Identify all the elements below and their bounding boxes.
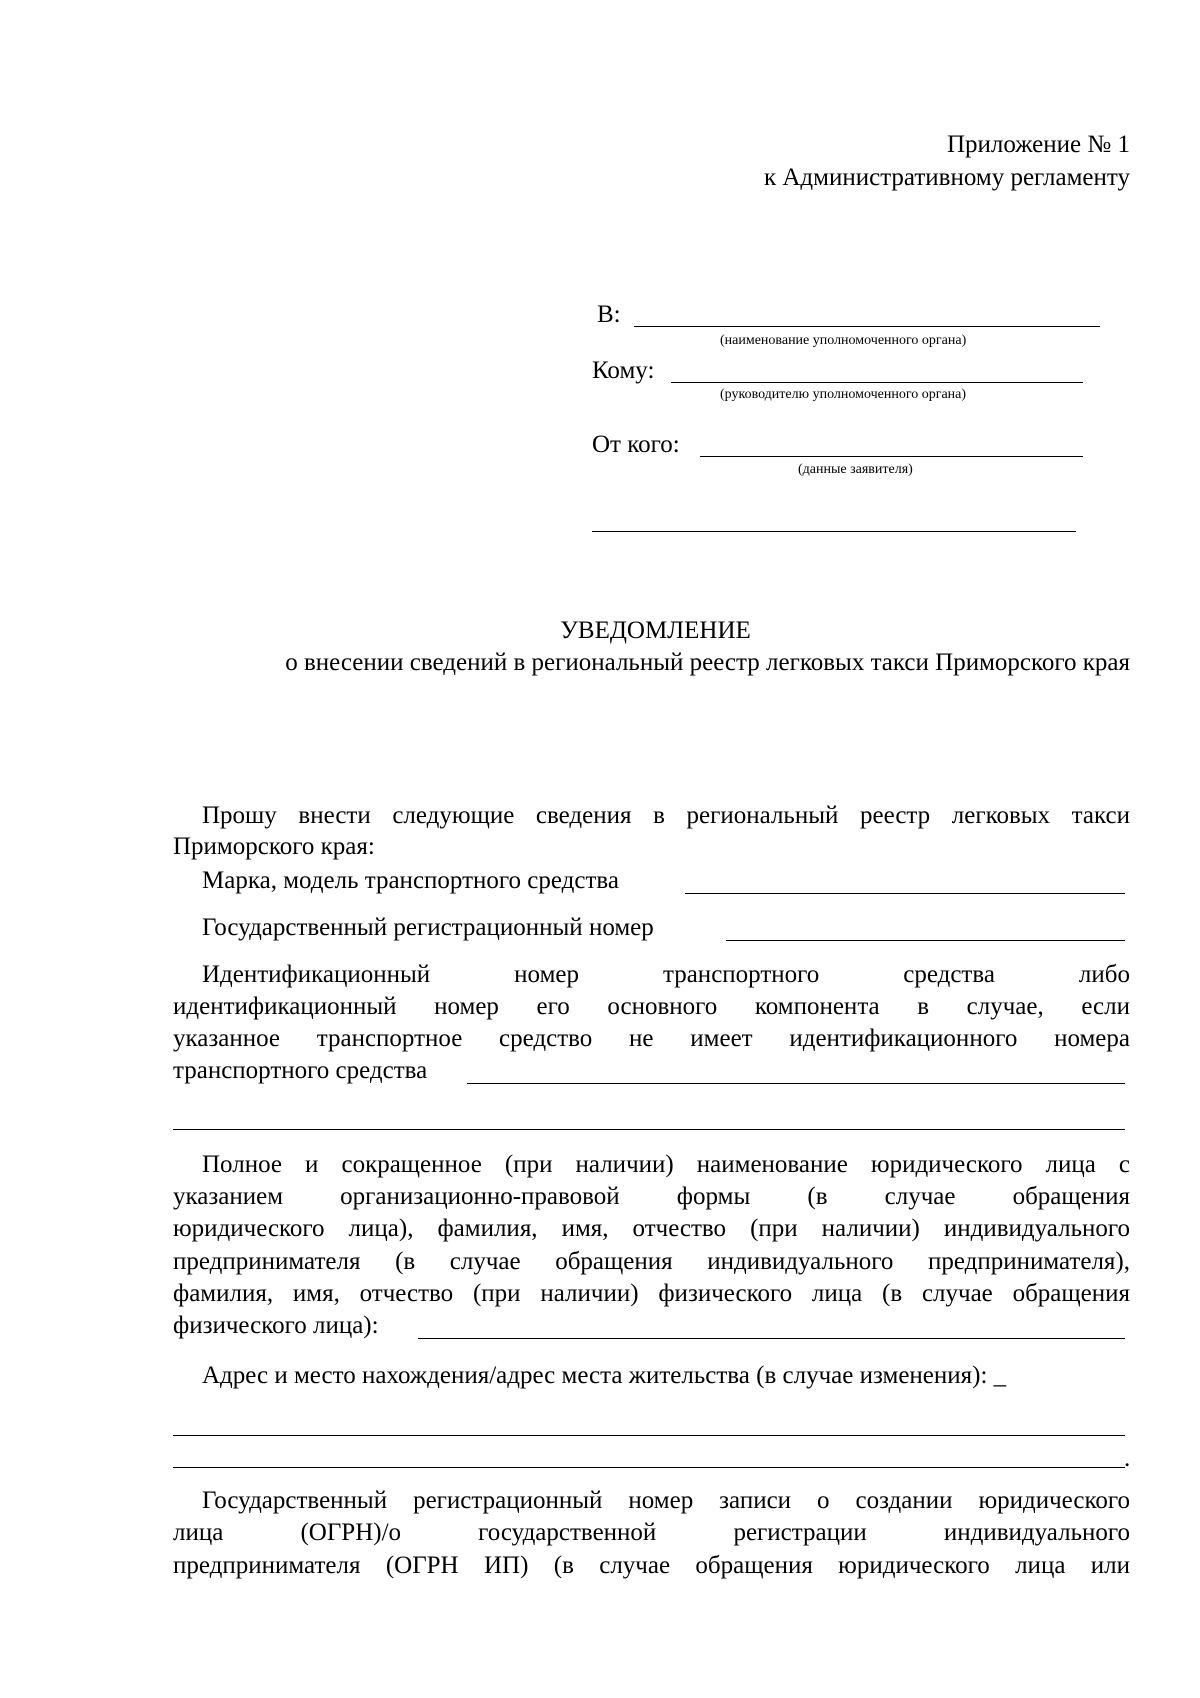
vin-line-2: идентификационный номер его основного компонента в случае, если	[173, 993, 1130, 1020]
name-line-4: предпринимателя (в случае обращения индивидуального предпринимателя),	[173, 1248, 1130, 1275]
vin-line-3: указанное транспортное средство не имеет идентификационного номера	[173, 1025, 1130, 1052]
vin-field[interactable]	[467, 1083, 1125, 1084]
intro-line-2: Приморского края:	[173, 833, 375, 860]
name-line-6: физического лица):	[173, 1312, 379, 1339]
from-hint: (данные заявителя)	[798, 462, 913, 477]
appendix-number: Приложение № 1	[946, 131, 1130, 158]
name-field[interactable]	[418, 1338, 1125, 1339]
document-title: УВЕДОМЛЕНИЕ	[560, 617, 751, 644]
whom-label: Кому:	[592, 357, 655, 384]
whom-hint: (руководителю уполномоченного органа)	[720, 387, 967, 402]
ogrn-line-2: лица (ОГРН)/о государственной регистрации индивидуального	[173, 1519, 1130, 1546]
address-label: Адрес и место нахождения/адрес места жительства (в случае изменения): _	[202, 1362, 1007, 1389]
reg-number-label: Государственный регистрационный номер	[202, 914, 654, 941]
vin-line-1: Идентификационный номер транспортного средства либо	[202, 961, 1130, 988]
from-label: От кого:	[592, 431, 680, 458]
name-line-3: юридического лица), фамилия, имя, отчество (при наличии) индивидуального	[173, 1215, 1130, 1242]
address-end: .	[1124, 1445, 1131, 1472]
address-field-2[interactable]	[173, 1467, 1125, 1468]
name-line-5: фамилия, имя, отчество (при наличии) физического лица (в случае обращения	[173, 1280, 1130, 1307]
make-model-label: Марка, модель транспортного средства	[202, 867, 619, 894]
ogrn-line-1: Государственный регистрационный номер записи о создании юридического	[202, 1487, 1130, 1514]
whom-field[interactable]	[671, 382, 1083, 383]
from-field-extra[interactable]	[592, 531, 1076, 532]
vin-field-extra[interactable]	[173, 1129, 1125, 1130]
name-line-1: Полное и сокращенное (при наличии) наименование юридического лица с	[202, 1151, 1130, 1178]
appendix-reference: к Административному регламенту	[763, 164, 1130, 191]
reg-number-field[interactable]	[726, 940, 1125, 941]
document-subtitle: о внесении сведений в региональный реестр легковых такси Приморского края	[285, 649, 1130, 676]
intro-line-1: Прошу внести следующие сведения в региональный реестр легковых такси	[202, 802, 1130, 829]
to-label: В:	[597, 301, 621, 328]
name-line-2: указанием организационно-правовой формы (в случае обращения	[173, 1183, 1130, 1210]
to-hint: (наименование уполномоченного органа)	[720, 333, 967, 348]
vin-line-4: транспортного средства	[173, 1057, 428, 1084]
address-field-1[interactable]	[173, 1435, 1125, 1436]
make-model-field[interactable]	[685, 893, 1125, 894]
from-field[interactable]	[700, 456, 1083, 457]
ogrn-line-3: предпринимателя (ОГРН ИП) (в случае обращения юридического лица или	[173, 1552, 1130, 1579]
to-field[interactable]	[634, 326, 1100, 327]
